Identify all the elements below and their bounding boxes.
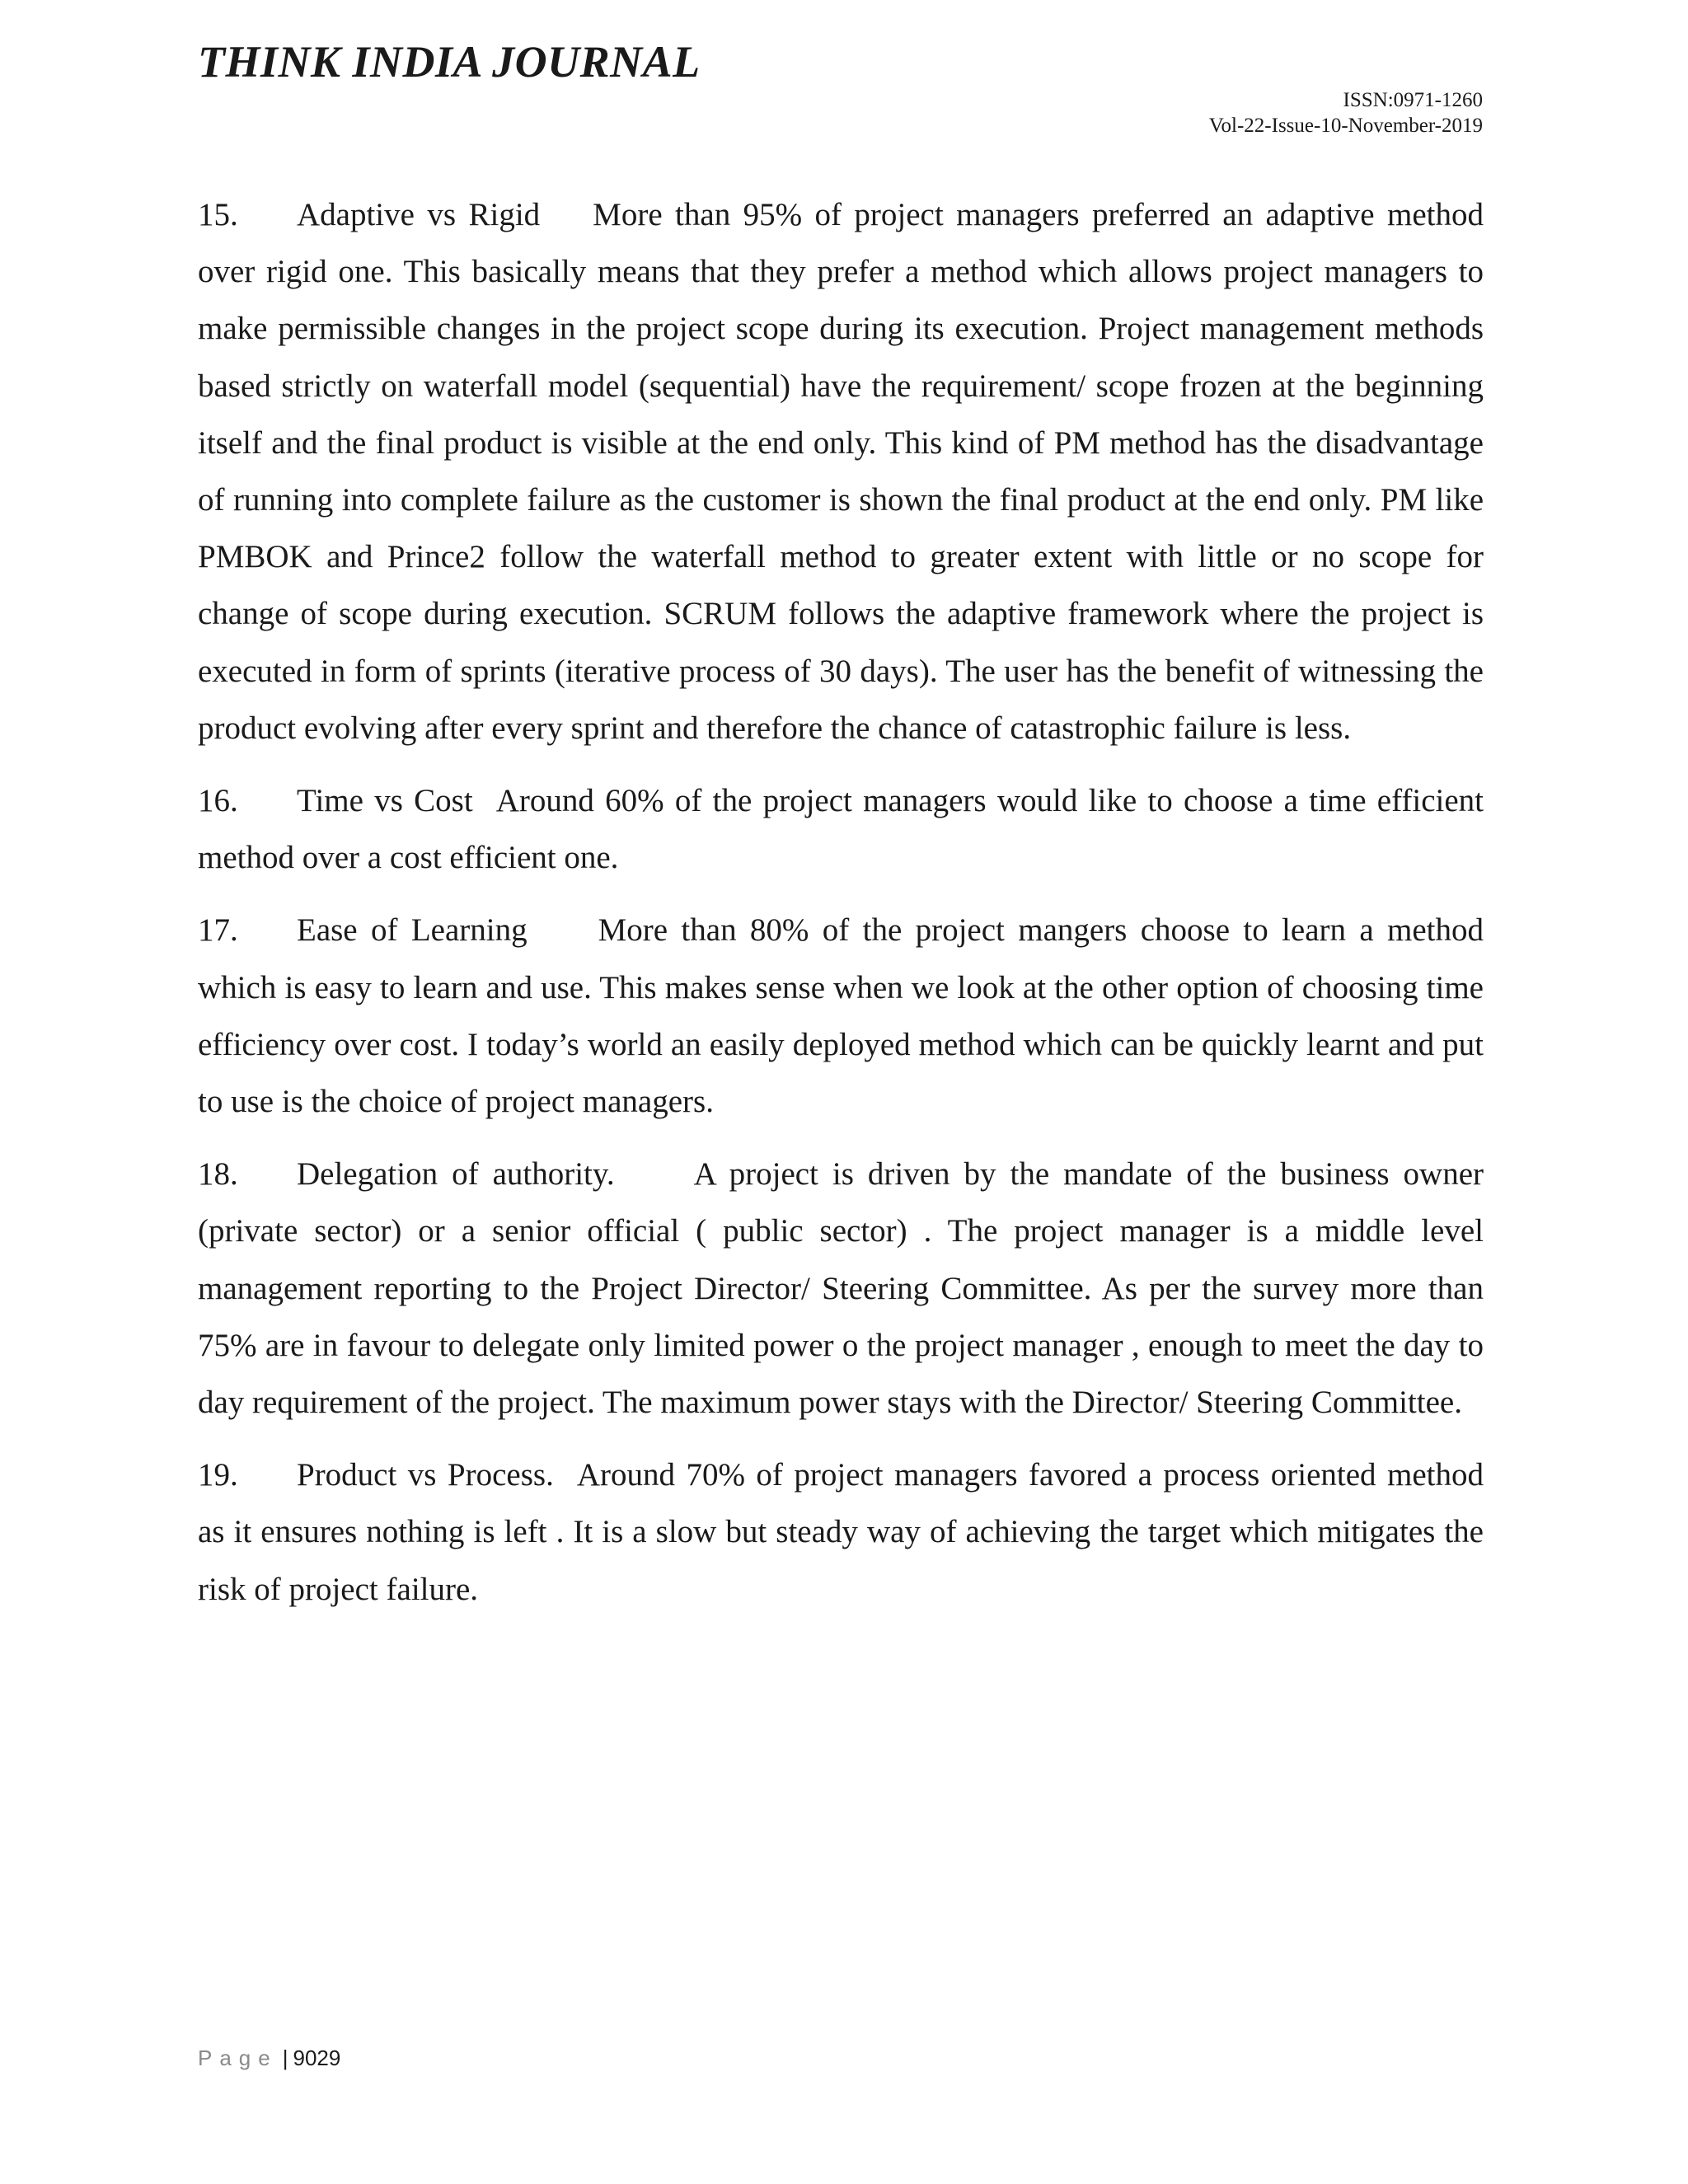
- item-heading: Time vs Cost: [297, 783, 473, 819]
- list-item: [198, 1446, 1484, 1618]
- item-text: More than 95% of project managers preferred an adaptive method over rigid one. This basically means that they prefer a method which allows project managers to make permissible changes in the project scope during its execution. Project management methods based strictly on waterfall model (sequential) have the requirement/ scope frozen at the beginning itself and the final product is visible at the end only. This kind of PM method has the disadvantage of running into complete failure as the customer is shown the final product at the end only. PM like PMBOK and Prince2 follow the waterfall method to greater extent with little or no scope for change of scope during execution. SCRUM follows the adaptive framework where the project is executed in form of sprints (iterative process of 30 days). The user has the benefit of witnessing the product evolving after every sprint and therefore the chance of catastrophic failure is less.: [198, 197, 1484, 746]
- item-number: 19.: [198, 1457, 238, 1493]
- list-item: [198, 772, 1484, 886]
- list-item: [198, 902, 1484, 1130]
- item-heading: Product vs Process.: [297, 1457, 554, 1493]
- item-heading: Adaptive vs Rigid: [297, 197, 541, 232]
- list-item: [198, 186, 1484, 757]
- item-number: 18.: [198, 1156, 238, 1193]
- item-text: A project is driven by the mandate of the business owner (private sector) or a senior official ( public sector) . The project manager is a middle level management reporting to the Project Director/ Steering Committee. As per the survey more than 75% are in favour to delegate only limited power o the project manager , enough to meet the day to day requirement of the project. The maximum power stays with the Director/ Steering Committee.: [198, 1156, 1484, 1421]
- list-item: [198, 1146, 1484, 1431]
- issn-block: [1209, 87, 1483, 138]
- item-number: 16.: [198, 783, 238, 819]
- item-number: 17.: [198, 912, 238, 949]
- item-heading: Ease of Learning: [297, 912, 528, 949]
- issn-number: ISSN:0971-1260: [1343, 89, 1483, 111]
- page-label: Page: [198, 2046, 278, 2070]
- journal-title: THINK INDIA JOURNAL: [198, 37, 701, 87]
- volume-info: Vol-22-Issue-10-November-2019: [1208, 115, 1483, 137]
- item-number: 15.: [198, 197, 238, 232]
- item-text: Around 70% of project managers favored a process oriented method as it ensures nothing is left . It is a slow but steady way of achieving the target which mitigates the risk of project failure.: [198, 1457, 1484, 1607]
- item-text: Around 60% of the project managers would like to choose a time efficient method over a cost efficient one.: [198, 783, 1484, 876]
- footer-separator: |: [282, 2046, 288, 2070]
- page-number: 9029: [293, 2046, 341, 2070]
- page-footer: [198, 2046, 340, 2071]
- item-text: More than 80% of the project mangers choose to learn a method which is easy to learn and use. This makes sense when we look at the other option of choosing time efficiency over cost. I today’s world an easily deployed method which can be quickly learnt and put to use is the choice of project managers.: [198, 912, 1484, 1120]
- item-heading: Delegation of authority.: [297, 1156, 615, 1193]
- article-body: [198, 186, 1484, 1633]
